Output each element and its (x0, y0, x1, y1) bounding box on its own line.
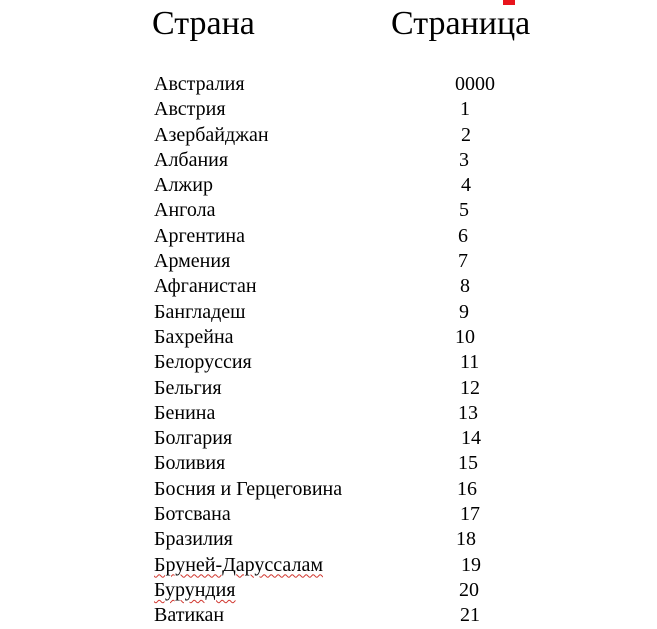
page-number: 21 (460, 604, 480, 627)
list-item (0, 198, 657, 223)
page-number: 1 (460, 98, 470, 121)
list-item (0, 426, 657, 451)
country-name: Бельгия (154, 376, 222, 399)
list-item (0, 527, 657, 552)
list-item (0, 603, 657, 628)
page-number: 18 (456, 528, 476, 551)
country-name: Белоруссия (154, 351, 252, 374)
country-name: Бразилия (154, 528, 233, 551)
list-item (0, 401, 657, 426)
page-number: 11 (460, 351, 480, 374)
page-number: 19 (461, 553, 481, 576)
page-number: 5 (459, 199, 469, 222)
list-item (0, 553, 657, 578)
list-item (0, 578, 657, 603)
country-name: Австрия (154, 98, 226, 121)
page-number: 0000 (455, 73, 495, 95)
country-name: Афганистан (154, 275, 257, 298)
page-number: 17 (460, 503, 480, 526)
header-page: Страница (391, 5, 531, 42)
country-name: Босния и Герцеговина (154, 477, 343, 500)
page-number: 3 (459, 148, 469, 171)
list-item (0, 97, 657, 122)
country-name: Албания (154, 148, 229, 171)
list-item (0, 148, 657, 173)
country-name: Бруней-Даруссалам (154, 553, 323, 576)
list-item (0, 325, 657, 350)
list-item (0, 350, 657, 375)
page-number: 9 (459, 300, 469, 323)
page-number: 2 (461, 123, 471, 146)
country-name: Боливия (154, 452, 226, 475)
country-name: Ботсвана (154, 503, 231, 526)
list-item (0, 502, 657, 527)
page-number: 8 (460, 275, 470, 298)
list-item (0, 173, 657, 198)
page-number: 14 (461, 427, 481, 450)
list-item (0, 224, 657, 249)
list-item (0, 249, 657, 274)
country-name: Болгария (154, 427, 233, 450)
header-country: Страна (152, 5, 255, 42)
list-item (0, 123, 657, 148)
page-number: 12 (460, 376, 480, 399)
country-name: Ангола (154, 199, 216, 222)
list-item (0, 274, 657, 299)
country-name: Аргентина (154, 224, 245, 247)
page-number: 16 (457, 477, 477, 500)
list-item (0, 451, 657, 476)
page-number: 20 (459, 578, 479, 601)
list-item (0, 376, 657, 401)
country-name: Бангладеш (154, 300, 246, 323)
country-name: Бенина (154, 401, 216, 424)
country-list (0, 72, 657, 629)
page-number: 7 (458, 250, 468, 273)
list-item (0, 72, 657, 97)
page-number: 13 (458, 401, 478, 424)
country-name: Ватикан (154, 604, 225, 627)
list-item (0, 300, 657, 325)
page-number: 10 (455, 325, 475, 348)
page-number: 15 (458, 452, 478, 475)
page-number: 4 (461, 174, 471, 197)
page-number: 6 (458, 224, 468, 247)
country-name: Австралия (154, 73, 245, 95)
list-item (0, 477, 657, 502)
country-name: Бурундия (154, 578, 236, 601)
country-name: Азербайджан (154, 123, 269, 146)
country-name: Алжир (154, 174, 213, 197)
country-name: Бахрейна (154, 325, 234, 348)
country-name: Армения (154, 250, 231, 273)
